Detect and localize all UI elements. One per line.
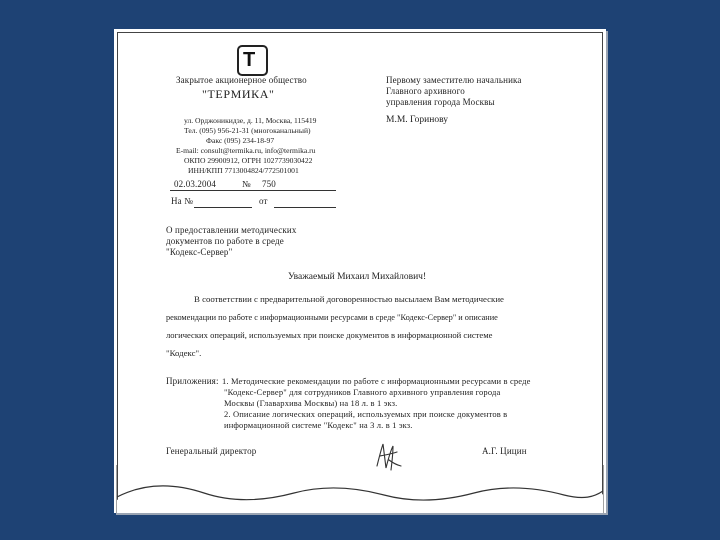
- attachment-1-line-1: 1. Методические рекомендации по работе с информационными ресурсами в среде: [222, 376, 531, 386]
- recipient-name: М.М. Горинову: [386, 115, 449, 125]
- subject-line-3: "Кодекс-Сервер": [166, 247, 233, 257]
- attachment-1-line-2: "Кодекс-Сервер" для сотрудников Главного архивного управления города: [224, 387, 501, 397]
- address-line-6: ИНН/КПП 7713004824/772501001: [188, 166, 299, 175]
- outgoing-underline: [170, 190, 336, 191]
- address-line-5: ОКПО 29900912, ОГРН 1027739030422: [184, 156, 313, 165]
- signatory-name: А.Г. Цицин: [482, 446, 527, 456]
- signatory-title: Генеральный директор: [166, 446, 257, 456]
- page-border: [117, 32, 603, 510]
- outgoing-number: 750: [262, 179, 276, 189]
- address-line-3: Факс (095) 234-18-97: [206, 136, 275, 145]
- incoming-date-underline: [274, 207, 336, 208]
- incoming-number-label: На №: [171, 196, 193, 206]
- body-line-3: логических операций, используемых при поиске документов в информационной системе: [166, 330, 493, 340]
- recipient-line-2: Главного архивного: [386, 86, 465, 96]
- subject-line-1: О предоставлении методических: [166, 225, 297, 235]
- body-line-2: рекомендации по работе с информационными ресурсами в среде "Кодекс-Сервер" и описание: [166, 313, 498, 322]
- attachments-label: Приложения:: [166, 376, 219, 386]
- company-logo: [237, 45, 268, 76]
- body-line-1: В соответствии с предварительной договоренностью высылаем Вам методические: [194, 294, 504, 304]
- attachment-2-line-1: 2. Описание логических операций, используемых при поиске документов в: [224, 409, 508, 419]
- recipient-line-1: Первому заместителю начальника: [386, 75, 522, 85]
- incoming-number-underline: [194, 207, 252, 208]
- recipient-line-3: управления города Москвы: [386, 97, 495, 107]
- address-line-1: ул. Орджоникидзе, д. 11, Москва, 115419: [184, 116, 317, 125]
- greeting: Уважаемый Михаил Михайлович!: [288, 272, 427, 282]
- attachment-2-line-2: информационной системе "Кодекс" на 3 л. в 1 экз.: [224, 420, 413, 430]
- attachment-1-line-3: Москвы (Главархива Москвы) на 18 л. в 1 экз.: [224, 398, 398, 408]
- body-line-4: "Кодекс".: [166, 348, 202, 358]
- address-line-4: E-mail: consult@termika.ru, info@termika.ru: [176, 146, 316, 155]
- address-line-2: Тел. (095) 956-21-31 (многоканальный): [184, 126, 311, 135]
- torn-paper-edge: [114, 453, 606, 513]
- company-name: "ТЕРМИКА": [202, 87, 275, 101]
- incoming-from-label: от: [259, 196, 268, 206]
- outgoing-date: 02.03.2004: [174, 179, 216, 189]
- subject-line-2: документов по работе в среде: [166, 236, 284, 246]
- logo-letter: T: [243, 49, 256, 71]
- outgoing-number-label: №: [242, 179, 251, 189]
- scanned-letter-page: [114, 29, 606, 513]
- company-type: Закрытое акционерное общество: [176, 75, 307, 85]
